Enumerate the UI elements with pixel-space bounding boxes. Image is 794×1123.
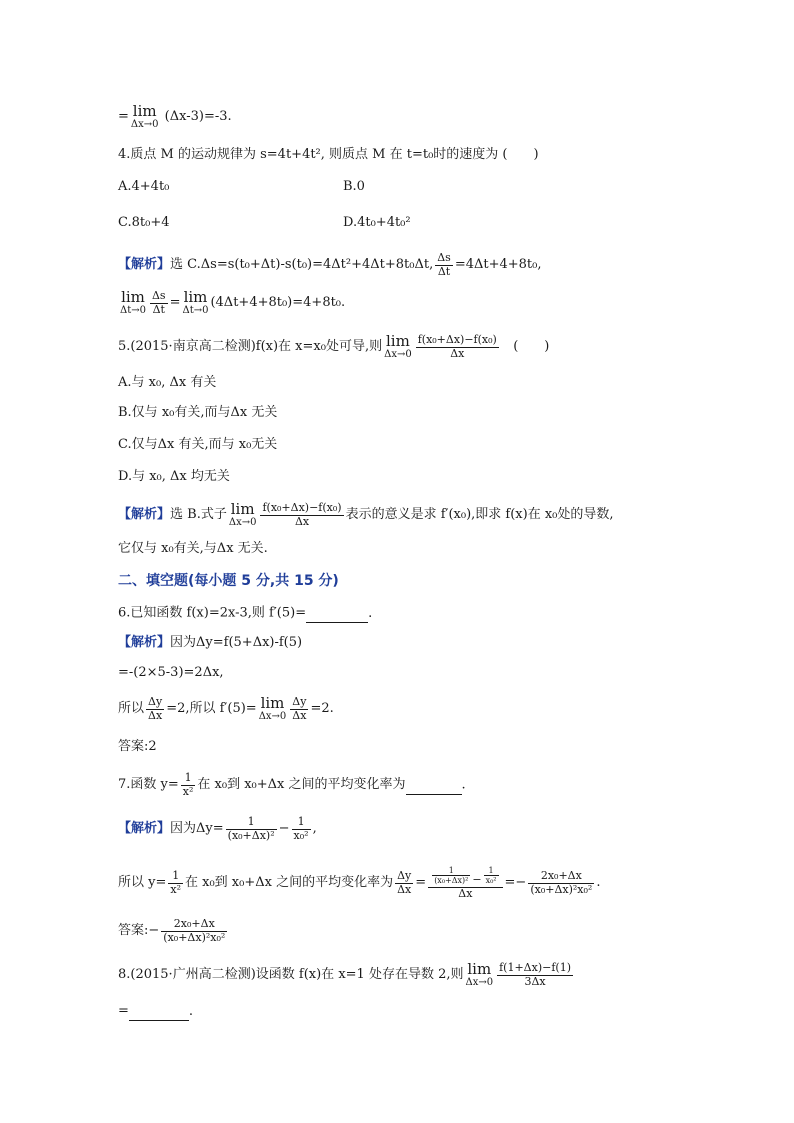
fraction-one-over-x-squared: $\frac{1}{\text{x²}}$ (182, 771, 194, 798)
fraction-dy-dx: $\frac{\Delta y}{\Delta x}$ (397, 869, 412, 896)
limit-symbol: lim Δt→0 (120, 288, 146, 317)
q6-analysis-line2: =-(2×5-3)=2Δx, (118, 665, 224, 680)
q4-option-c: C.8t₀+4 (118, 215, 170, 230)
q8-stem: 8.(2015·广州高二检测)设函数 f(x)在 x=1 处存在导数 2,则 lim Δx→0 $\frac{f(1+\Delta x)-f(1)}{3\Delta x}$ (118, 960, 571, 989)
limit-symbol: lim Δx→0 (384, 332, 412, 361)
q7-analysis-line2: 所以 y= $\frac{1}{\text{x²}}$ 在 x₀到 x₀+Δx 之间的平均变化率为 $\frac{\Delta y}{\Delta x}$ = $\frac{1}{\text{(x₀+Δx)²}}$ − $\frac{1}{\text{x₀²}}$ Δx =− $\frac{\text{2x₀+Δx}}{\text{(x₀+Δx)²x₀²}}$ . (118, 866, 601, 900)
fraction-a: $\frac{1}{\text{(x₀+Δx)²}}$ (227, 815, 275, 842)
answer-blank (306, 604, 368, 623)
q4-stem: 4.质点 M 的运动规律为 s=4t+4t², 则质点 M 在 t=t₀时的速度为 ( ) (118, 147, 539, 162)
q6-analysis-line1: 【解析】因为Δy=f(5+Δx)-f(5) (118, 635, 303, 650)
analysis-tag: 【解析】 (118, 635, 171, 650)
fraction-one-over-x-squared: $\frac{1}{\text{x²}}$ (170, 869, 181, 896)
answer-blank (129, 1002, 189, 1021)
fraction-result: $\frac{\text{2x₀+Δx}}{\text{(x₀+Δx)²x₀²}}$ (530, 869, 593, 896)
q5-analysis-line1: 【解析】选 B.式子 lim Δx→0 $\frac{\text{f(x₀+Δx)−f(x₀)}}{\Delta x}$ 表示的意义是求 f′(x₀),即求 f(x)在 x₀处的导数, (118, 500, 614, 529)
line-top-limit: = lim Δx→0 (Δx-3)=-3. (118, 102, 232, 130)
q4-option-b: B.0 (343, 179, 365, 194)
limit-symbol: lim Δx→0 (228, 500, 257, 529)
q4-analysis-line2: lim Δt→0 $\frac{\Delta s}{\Delta t}$ = lim Δt→0 (4Δt+4+8t₀)=4+8t₀. (120, 288, 346, 317)
analysis-tag: 【解析】 (118, 257, 171, 273)
fraction-dy-dx: $\frac{\Delta y}{\Delta x}$ (292, 695, 307, 722)
answer-blank (406, 776, 462, 795)
analysis-tag: 【解析】 (118, 507, 171, 523)
q6-analysis-line3: 所以 $\frac{\Delta y}{\Delta x}$ =2,所以 f′(5)= lim Δx→0 $\frac{\Delta y}{\Delta x}$ =2. (118, 694, 334, 723)
q5-option-d: D.与 x₀, Δx 均无关 (118, 469, 230, 484)
fraction-compound: $\frac{1}{\text{(x₀+Δx)²}}$ − $\frac{1}{\text{x₀²}}$ Δx (428, 866, 502, 900)
limit-symbol: lim Δt→0 (182, 288, 209, 317)
q8-answer-line: = . (118, 1003, 194, 1019)
limit-symbol: lim Δx→0 (258, 694, 287, 723)
q5-analysis-line2: 它仅与 x₀有关,与Δx 无关. (118, 541, 268, 556)
q5-stem: 5.(2015·南京高二检测)f(x)在 x=x₀处可导,则 lim Δx→0 $\frac{\text{f(x₀+Δx)−f(x₀)}}{\Delta x}$ ( ) (118, 332, 550, 361)
q5-option-b: B.仅与 x₀有关,而与Δx 无关 (118, 405, 278, 420)
fraction-difference-quotient: $\frac{\text{f(x₀+Δx)−f(x₀)}}{\Delta x}$ (262, 501, 342, 528)
fraction-ds-dt: $\frac{\Delta s}{\Delta t}$ (151, 289, 166, 316)
fraction-dy-dx: $\frac{\Delta y}{\Delta x}$ (148, 695, 163, 722)
fraction-difference-quotient: $\frac{f(1+\Delta x)-f(1)}{3\Delta x}$ (499, 961, 571, 988)
analysis-tag: 【解析】 (118, 821, 171, 837)
q6-stem: 6.已知函数 f(x)=2x-3,则 f′(5)= . (118, 605, 373, 621)
fraction-ds-dt: $\frac{\Delta s}{\Delta t}$ (437, 251, 451, 278)
fraction-a: $\frac{1}{\text{(x₀+Δx)²}}$ (434, 866, 469, 886)
q5-option-c: C.仅与Δx 有关,而与 x₀无关 (118, 437, 278, 452)
fraction-difference-quotient: $\frac{\text{f(x₀+Δx)−f(x₀)}}{\Delta x}$ (417, 333, 497, 360)
q7-stem: 7.函数 y= $\frac{1}{\text{x²}}$ 在 x₀到 x₀+Δx 之间的平均变化率为 . (118, 771, 466, 798)
limit-symbol: lim Δx→0 (130, 102, 159, 130)
fraction-result: $\frac{\text{2x₀+Δx}}{\text{(x₀+Δx)²x₀²}}$ (163, 917, 226, 944)
fraction-b: $\frac{1}{\text{x₀²}}$ (293, 815, 309, 842)
q4-option-a: A.4+4t₀ (118, 179, 170, 194)
q4-analysis-line1: 【解析】选 C.Δs=s(t₀+Δt)-s(t₀)=4Δt²+4Δt+8t₀Δt, $\frac{\Delta s}{\Delta t}$ =4Δt+4+8t₀, (118, 251, 542, 278)
q5-option-a: A.与 x₀, Δx 有关 (118, 375, 217, 390)
q7-analysis-line1: 【解析】因为Δy= $\frac{1}{\text{(x₀+Δx)²}}$ − $\frac{1}{\text{x₀²}}$ , (118, 815, 317, 842)
fraction-b: $\frac{1}{\text{x₀²}}$ (485, 866, 497, 886)
q4-option-d: D.4t₀+4t₀² (343, 215, 411, 230)
q6-answer: 答案:2 (118, 739, 157, 754)
q7-answer: 答案:− $\frac{\text{2x₀+Δx}}{\text{(x₀+Δx)²x₀²}}$ (118, 917, 226, 944)
section-title: 二、填空题(每小题 5 分,共 15 分) (118, 573, 339, 589)
limit-symbol: lim Δx→0 (465, 960, 494, 989)
